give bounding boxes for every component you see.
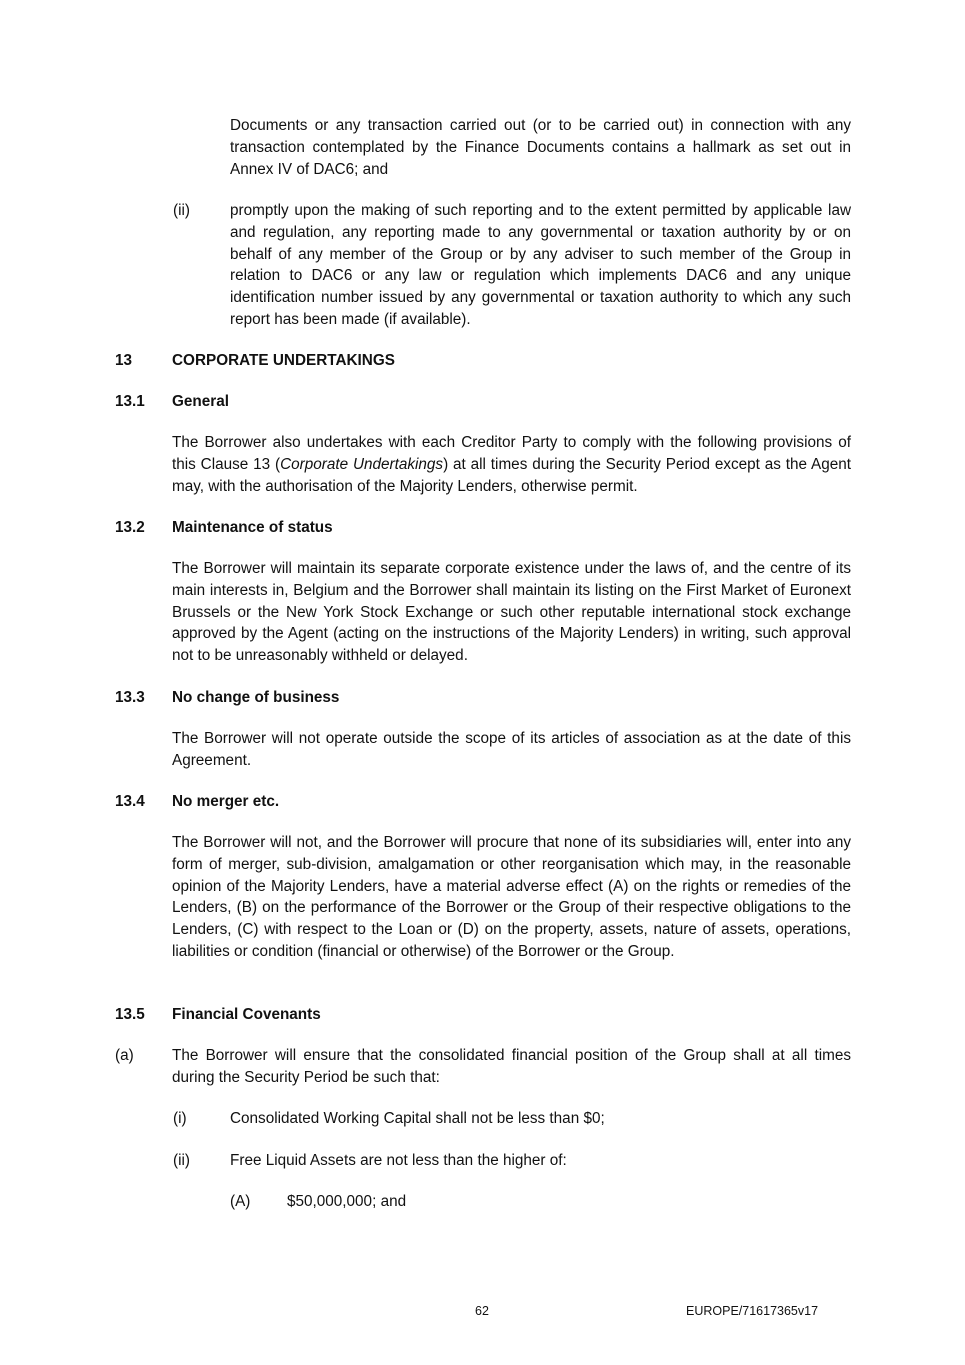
clause-13-1-number: 13.1 — [115, 393, 145, 410]
page-number: 62 — [475, 1304, 489, 1318]
clause-13-5-a-text: The Borrower will ensure that the consolidated financial position of the Group shall at all times during the Security Period be such that: — [172, 1047, 851, 1086]
clause-13-2-text: The Borrower will maintain its separate corporate existence under the laws of, and the centre of its main interests in, Belgium and the Borrower shall maintain its listing on the First Market of Euronext Brussels or the New York Stock Exchange or such other reputable international stock exchange approved by the Agent (acting on the instructions of the Majority Lenders) in writing, such approval not to be unreasonably withheld or delayed. — [172, 560, 851, 665]
item-ii-label: (ii) — [173, 202, 190, 219]
clause-13-5-ii-text: Free Liquid Assets are not less than the higher of: — [230, 1152, 567, 1169]
clause-13-5-A-label: (A) — [230, 1193, 251, 1210]
continued-paragraph: Documents or any transaction carried out (or to be carried out) in connection with any transaction contemplated by the Finance Documents contains a hallmark as set out in Annex IV of DAC6; and — [230, 117, 851, 178]
clause-13-5-title: Financial Covenants — [172, 1006, 321, 1023]
clause-reference-italic: Corporate Undertakings — [280, 455, 444, 473]
clause-13-1-title: General — [172, 393, 229, 410]
clause-13-5-i-label: (i) — [173, 1110, 187, 1127]
clause-13-5-a-label: (a) — [115, 1047, 134, 1064]
clause-13-number: 13 — [115, 352, 133, 369]
clause-13-3-text: The Borrower will not operate outside the scope of its articles of association as at the date of this Agreement. — [172, 730, 851, 769]
clause-13-5-number: 13.5 — [115, 1006, 145, 1023]
clause-13-3-number: 13.3 — [115, 689, 145, 706]
clause-13-5-i-text: Consolidated Working Capital shall not be less than $0; — [230, 1110, 605, 1127]
clause-13-4-text: The Borrower will not, and the Borrower will procure that none of its subsidiaries will, enter into any form of merger, sub-division, amalgamation or other reorganisation which may, in the reasonable opinion of the Majority Lenders, have a material adverse effect (A) on the rights or remedies of the Lenders, (B) on the performance of the Borrower or the Group of their respective obligations to the Lenders, (C) with respect to the Loan or (D) on the property, assets, nature of assets, operations, liabilities or condition (financial or otherwise) of the Borrower or the Group. — [172, 834, 851, 960]
clause-13-5-ii-label: (ii) — [173, 1152, 190, 1169]
clause-13-title: CORPORATE UNDERTAKINGS — [172, 352, 395, 369]
clause-13-5-A-text: $50,000,000; and — [287, 1193, 407, 1210]
clause-13-1-text: The Borrower also undertakes with each Creditor Party to comply with the following provisions of this Clause 13 (Corporate Undertakings) at all times during the Security Period except as the Agent may, with the authorisation of the Majority Lenders, otherwise permit. — [172, 434, 852, 495]
clause-13-4-title: No merger etc. — [172, 793, 280, 810]
item-ii-text: promptly upon the making of such reporting and to the extent permitted by applicable law and regulation, any reporting made to any governmental or taxation authority by or on behalf of any member of the Group or by any adviser to such member of the Group in relation to DAC6 or any law or regulation which implements DAC6 and any unique identification number issued by any governmental or taxation authority to which any such report has been made (if available). — [230, 202, 851, 328]
clause-13-2-number: 13.2 — [115, 519, 145, 536]
clause-13-2-title: Maintenance of status — [172, 519, 333, 536]
document-reference: EUROPE/71617365v17 — [686, 1304, 819, 1318]
clause-13-3-title: No change of business — [172, 689, 340, 706]
clause-13-4-number: 13.4 — [115, 793, 145, 810]
